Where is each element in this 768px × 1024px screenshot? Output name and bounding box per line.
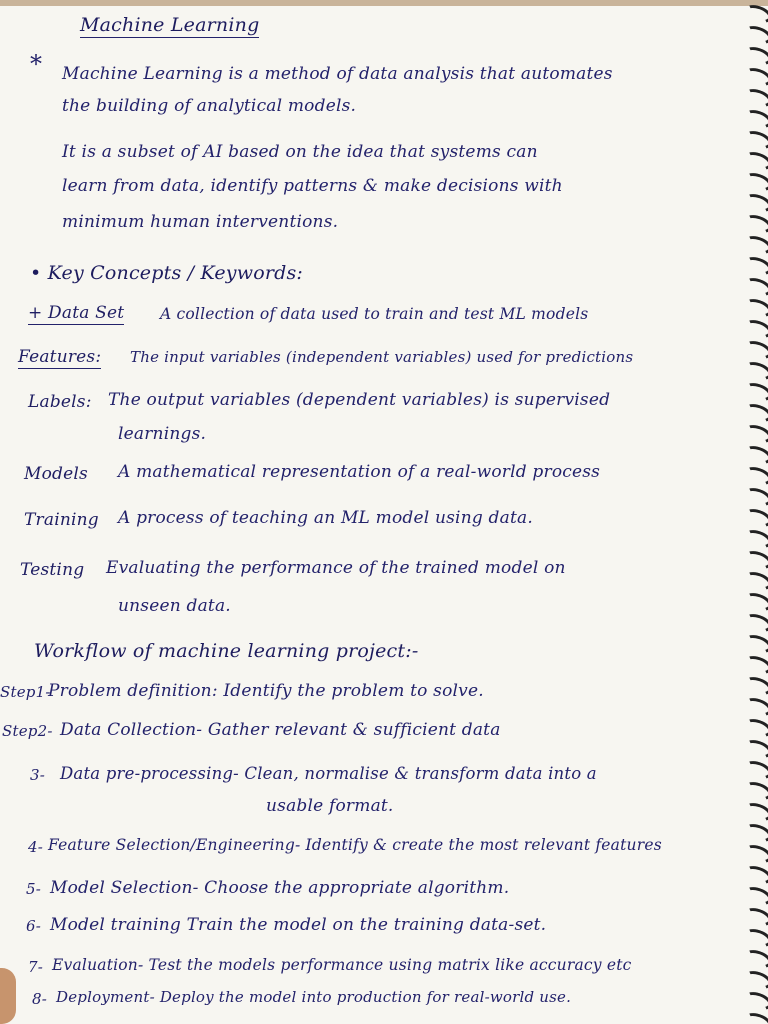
spiral-coil xyxy=(742,590,768,615)
spiral-coil xyxy=(742,527,768,552)
intro-line: It is a subset of AI based on the idea that systems can xyxy=(62,142,538,162)
spiral-coil xyxy=(742,947,768,972)
spiral-coil xyxy=(742,401,768,426)
spiral-coil xyxy=(742,905,768,930)
intro-line: the building of analytical models. xyxy=(62,96,357,116)
spiral-coil xyxy=(742,296,768,321)
step-number: 6- xyxy=(26,917,42,935)
spiral-coil xyxy=(742,380,768,405)
thumb xyxy=(0,968,16,1024)
spiral-coil xyxy=(742,548,768,573)
step-number: Step2- xyxy=(2,722,53,740)
workflow-heading: Workflow of machine learning project:- xyxy=(34,640,419,662)
spiral-coil xyxy=(742,107,768,132)
concept-definition-cont: learnings. xyxy=(118,424,207,444)
spiral-coil xyxy=(742,716,768,741)
spiral-coil xyxy=(742,170,768,195)
spiral-coil xyxy=(742,968,768,993)
step-number: Step1- xyxy=(0,683,51,701)
spiral-coil xyxy=(742,191,768,216)
step-number: 5- xyxy=(26,880,42,898)
spiral-coil xyxy=(742,926,768,951)
step-number: 7- xyxy=(28,958,44,976)
concept-definition: The output variables (dependent variables) is supervised xyxy=(108,390,611,410)
concept-term: Features: xyxy=(18,347,102,367)
concept-definition: Evaluating the performance of the trained model on xyxy=(106,558,566,578)
concept-definition: A collection of data used to train and test ML models xyxy=(160,305,589,323)
concept-term: Labels: xyxy=(28,392,92,412)
intro-line: learn from data, identify patterns & make decisions with xyxy=(62,176,563,196)
step-number: 4- xyxy=(28,838,44,856)
spiral-coil xyxy=(742,317,768,342)
spiral-coil xyxy=(742,653,768,678)
concept-definition: A mathematical representation of a real-world process xyxy=(118,462,601,482)
spiral-coil xyxy=(742,359,768,384)
spiral-coil xyxy=(742,338,768,363)
spiral-coil xyxy=(742,611,768,636)
concept-term: Training xyxy=(24,510,99,530)
spiral-coil xyxy=(742,65,768,90)
intro-line: minimum human interventions. xyxy=(62,212,339,232)
step-text: Model Selection- Choose the appropriate algorithm. xyxy=(50,878,510,898)
concept-definition: A process of teaching an ML model using data. xyxy=(118,508,533,528)
spiral-coil xyxy=(742,212,768,237)
spiral-coil xyxy=(742,758,768,783)
spiral-coil xyxy=(742,506,768,531)
spiral-coil xyxy=(742,128,768,153)
spiral-coil xyxy=(742,821,768,846)
intro-bullet: * xyxy=(30,50,43,78)
step-text: Evaluation- Test the models performance using matrix like accuracy etc xyxy=(52,956,632,974)
concept-term: + Data Set xyxy=(28,303,125,323)
spiral-coil xyxy=(742,779,768,804)
step-text: Model training Train the model on the training data-set. xyxy=(50,915,547,935)
step-number: 3- xyxy=(30,766,46,784)
step-text: Data pre-processing- Clean, normalise & transform data into a xyxy=(60,764,597,783)
step-text-cont: usable format. xyxy=(266,796,394,816)
spiral-coil xyxy=(742,443,768,468)
page-top-edge xyxy=(0,0,768,6)
spiral-coil xyxy=(742,695,768,720)
spiral-coil xyxy=(742,23,768,48)
spiral-coil xyxy=(742,737,768,762)
spiral-coil xyxy=(742,842,768,867)
concept-term: Models xyxy=(24,464,88,484)
spiral-coil xyxy=(742,422,768,447)
step-text: Data Collection- Gather relevant & sufficient data xyxy=(60,720,501,740)
spiral-coil xyxy=(742,800,768,825)
key-concepts-heading: • Key Concepts / Keywords: xyxy=(30,262,304,284)
spiral-coil xyxy=(742,86,768,111)
concept-term: Testing xyxy=(20,560,85,580)
step-text: Problem definition: Identify the problem to solve. xyxy=(48,681,484,701)
spiral-coil xyxy=(742,884,768,909)
spiral-coil xyxy=(742,989,768,1014)
spiral-coil xyxy=(742,254,768,279)
concept-definition-cont: unseen data. xyxy=(118,596,231,616)
page-title: Machine Learning xyxy=(80,14,260,36)
step-text: Feature Selection/Engineering- Identify & create the most relevant features xyxy=(48,836,662,854)
spiral-coil xyxy=(742,863,768,888)
concept-definition: The input variables (independent variables) used for predictions xyxy=(130,348,634,366)
spiral-coil xyxy=(742,464,768,489)
spiral-coil xyxy=(742,44,768,69)
spiral-coil xyxy=(742,674,768,699)
intro-line: Machine Learning is a method of data analysis that automates xyxy=(62,64,613,84)
spiral-coil xyxy=(742,275,768,300)
spiral-coil xyxy=(742,569,768,594)
spiral-coil xyxy=(742,233,768,258)
step-text: Deployment- Deploy the model into production for real-world use. xyxy=(56,988,572,1006)
spiral-coil xyxy=(742,632,768,657)
spiral-coil xyxy=(742,149,768,174)
spiral-coil xyxy=(742,485,768,510)
step-number: 8- xyxy=(32,990,48,1008)
spiral-coil xyxy=(742,1010,768,1024)
